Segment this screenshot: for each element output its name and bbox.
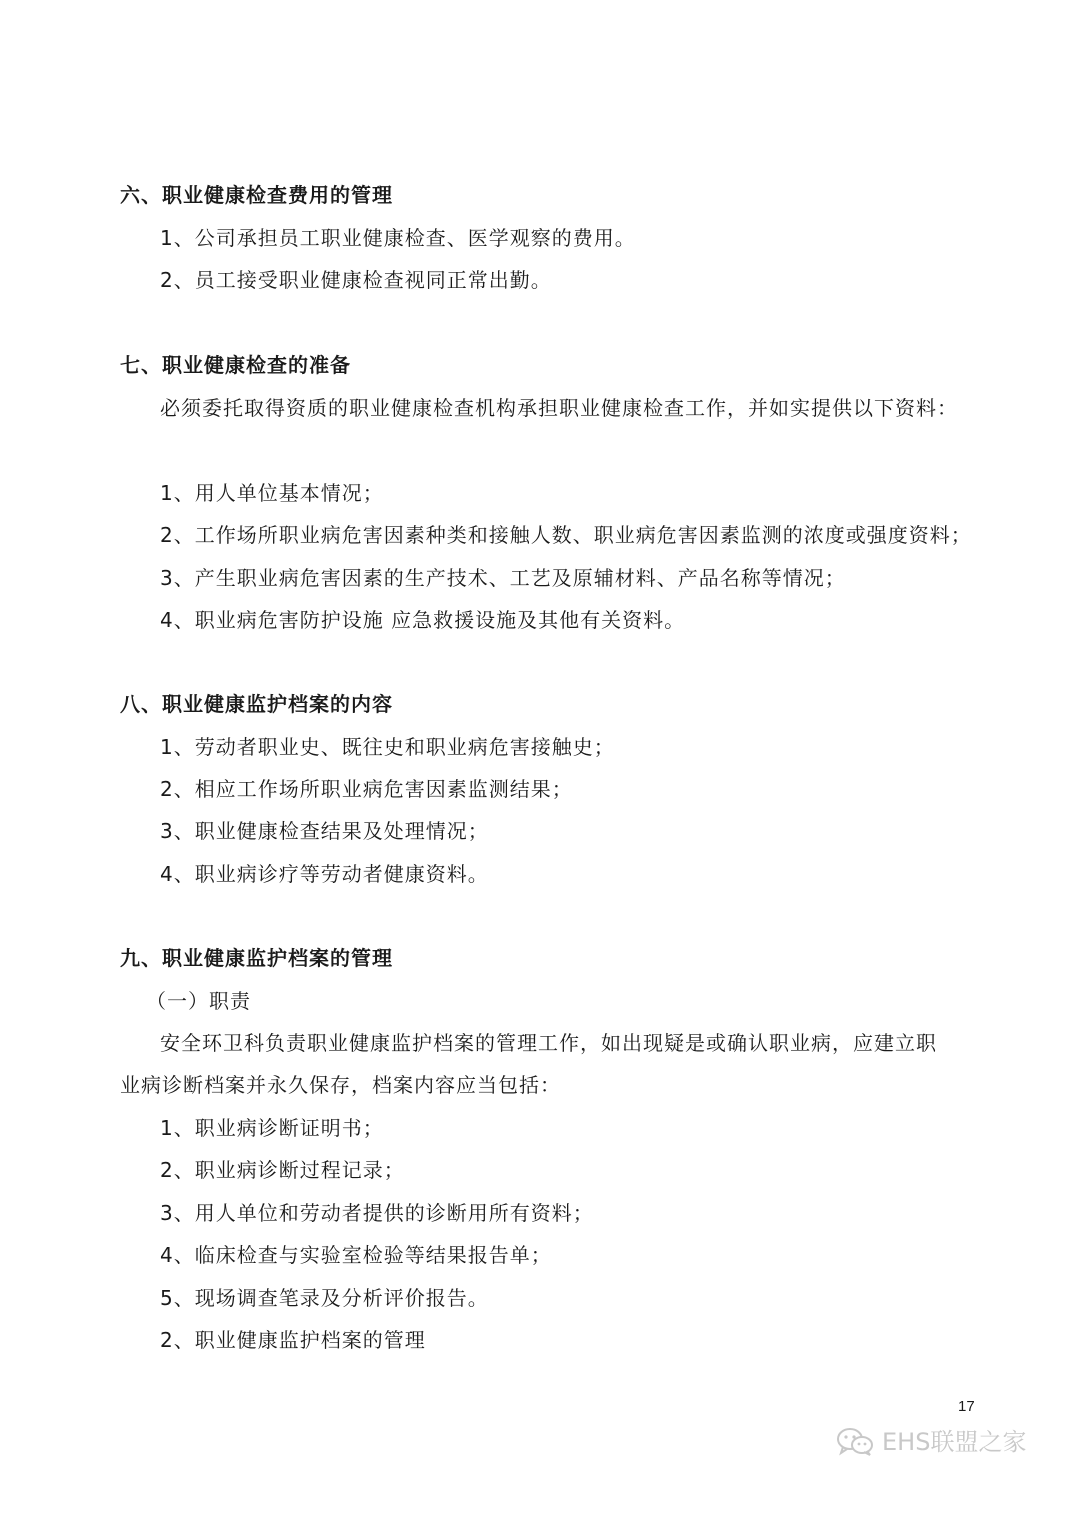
list-item: 2、工作场所职业病危害因素种类和接触人数、职业病危害因素监测的浓度或强度资料； [160,523,972,547]
list-item: 5、现场调查笔录及分析评价报告。 [160,1286,489,1310]
list-item: 2、员工接受职业健康检查视同正常出勤。 [160,268,552,292]
subsection-heading: （一）职责 [146,989,251,1013]
list-item: 2、相应工作场所职业病危害因素监测结果； [160,777,573,801]
list-item: 1、劳动者职业史、既往史和职业病危害接触史； [160,735,615,759]
list-item: 3、产生职业病危害因素的生产技术、工艺及原辅材料、产品名称等情况； [160,566,846,590]
section-heading: 六、职业健康检查费用的管理 [120,183,393,207]
page-number: 17 [958,1398,975,1415]
list-item: 2、职业健康监护档案的管理 [160,1328,426,1352]
section-heading: 八、职业健康监护档案的内容 [120,692,393,716]
list-item: 4、职业病诊疗等劳动者健康资料。 [160,862,489,886]
list-item: 1、用人单位基本情况； [160,481,384,505]
watermark [836,1427,1026,1457]
section-heading: 九、职业健康监护档案的管理 [120,946,393,970]
paragraph: 必须委托取得资质的职业健康检查机构承担职业健康检查工作，并如实提供以下资料： [160,396,958,420]
list-item: 1、职业病诊断证明书； [160,1116,384,1140]
paragraph: 安全环卫科负责职业健康监护档案的管理工作，如出现疑是或确认职业病，应建立职 [160,1031,937,1055]
list-item: 4、职业病危害防护设施 应急救援设施及其他有关资料。 [160,608,686,632]
paragraph-continued: 业病诊断档案并永久保存，档案内容应当包括： [120,1073,561,1097]
section-heading: 七、职业健康检查的准备 [120,353,351,377]
wechat-icon [836,1427,874,1457]
list-item: 3、用人单位和劳动者提供的诊断用所有资料； [160,1201,594,1225]
list-item: 3、职业健康检查结果及处理情况； [160,819,489,843]
list-item: 2、职业病诊断过程记录； [160,1158,405,1182]
list-item: 4、临床检查与实验室检验等结果报告单； [160,1243,552,1267]
list-item: 1、公司承担员工职业健康检查、医学观察的费用。 [160,226,636,250]
watermark-text: EHS联盟之家 [882,1428,1027,1456]
